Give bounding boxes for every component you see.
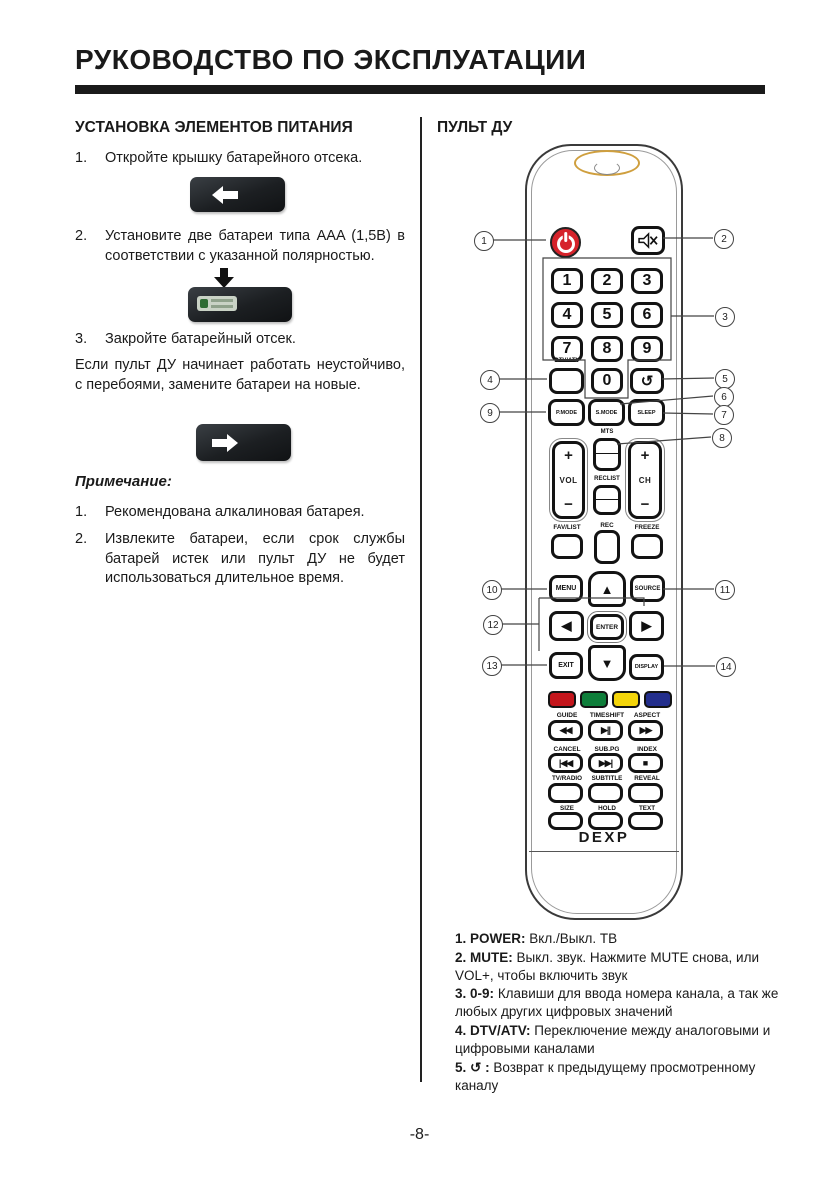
key-7[interactable]: 7 xyxy=(551,336,583,362)
fav-list-label: FAV/LIST xyxy=(553,524,581,531)
up-icon: ▲ xyxy=(600,581,614,597)
callout-14: 14 xyxy=(716,657,736,677)
key-5[interactable]: 5 xyxy=(591,302,623,328)
brand-logo: DEXP xyxy=(578,829,630,846)
desc-text: Выкл. звук. Нажмите MUTE снова, или VOL+, чтобы включить звук xyxy=(455,949,760,983)
step-1 xyxy=(75,149,405,169)
plus-icon: + xyxy=(564,447,573,464)
desc-key: DTV/ATV: xyxy=(470,1023,531,1039)
text-button[interactable] xyxy=(628,812,663,830)
minus-icon: − xyxy=(564,496,573,513)
callout-9: 9 xyxy=(480,403,500,423)
hold-label: HOLD xyxy=(598,805,616,812)
dtv-atv-label: DTV/ATV xyxy=(554,358,580,364)
subtitle-label: SUBTITLE xyxy=(591,775,623,782)
key-descriptions xyxy=(455,930,789,1095)
desc-num: 2. xyxy=(455,949,467,965)
reclist-button[interactable] xyxy=(593,485,621,515)
remote-control-illustration xyxy=(525,144,683,920)
callout-12: 12 xyxy=(483,615,503,635)
enter-button[interactable]: ENTER xyxy=(590,614,624,640)
rec-label: REC xyxy=(600,522,614,529)
sub-pg-button[interactable] xyxy=(588,753,623,773)
callout-2: 2 xyxy=(714,229,734,249)
down-icon: ▼ xyxy=(600,655,614,671)
freeze-button[interactable] xyxy=(631,534,663,559)
rec-button[interactable] xyxy=(594,530,620,564)
step-number: 1. xyxy=(75,150,88,166)
arrow-left-button[interactable] xyxy=(549,611,584,641)
ch-label: CH xyxy=(638,475,652,485)
sub-pg-label: SUB.PG xyxy=(594,746,620,753)
ir-window xyxy=(574,150,640,176)
p-mode-button[interactable]: P.MODE xyxy=(548,399,585,426)
step-2 xyxy=(75,227,405,266)
callout-5: 5 xyxy=(715,369,735,389)
hold-button[interactable] xyxy=(588,812,623,830)
title-rule xyxy=(75,85,765,94)
red-button[interactable] xyxy=(548,691,576,708)
replace-batteries-note: Если пульт ДУ начинает работать неустойчиво, с перебоями, замените батареи на новые. xyxy=(75,357,405,393)
left-icon: ◀ xyxy=(561,618,572,633)
key-description-5 xyxy=(455,1059,789,1095)
arrow-down-icon xyxy=(214,268,234,288)
guide-button[interactable] xyxy=(548,720,583,741)
note-heading: Примечание: xyxy=(75,473,172,490)
step-text: Установите две батареи типа AAA (1,5В) в соответствии с указанной полярностью. xyxy=(105,228,405,264)
mts-button[interactable] xyxy=(593,438,621,471)
desc-text: Клавиши для ввода номера канала, а так же любых других цифровых значений xyxy=(455,986,779,1020)
rewind-icon: ◀◀ xyxy=(559,725,572,735)
page-number: -8- xyxy=(409,1126,430,1143)
index-button[interactable] xyxy=(628,753,663,773)
desc-num: 3. xyxy=(455,986,467,1002)
key-1[interactable]: 1 xyxy=(551,268,583,294)
key-3[interactable]: 3 xyxy=(631,268,663,294)
desc-key: MUTE: xyxy=(470,949,513,965)
step-text: Закройте батарейный отсек. xyxy=(105,331,296,347)
desc-num: 4. xyxy=(455,1023,467,1039)
callout-6: 6 xyxy=(714,387,734,407)
arrow-left-icon xyxy=(212,186,238,204)
battery-cover-close-photo xyxy=(196,424,291,461)
cancel-button[interactable] xyxy=(548,753,583,773)
page-title: РУКОВОДСТВО ПО ЭКСПЛУАТАЦИИ xyxy=(75,44,587,75)
reveal-button[interactable] xyxy=(628,783,663,803)
plus-icon: + xyxy=(640,447,650,464)
desc-num: 1. xyxy=(455,931,467,946)
step-3 xyxy=(75,330,405,350)
s-mode-button[interactable]: S.MODE xyxy=(588,399,625,426)
desc-key: 0-9: xyxy=(470,986,495,1002)
previous-icon: |◀◀ xyxy=(558,757,573,768)
arrow-down-button[interactable] xyxy=(588,645,626,681)
mts-label: MTS xyxy=(600,429,614,435)
tv-radio-label: TV/RADIO xyxy=(551,775,583,782)
step-text: Откройте крышку батарейного отсека. xyxy=(105,150,363,166)
mute-icon xyxy=(637,232,660,249)
note-number: 1. xyxy=(75,504,88,520)
key-0[interactable]: 0 xyxy=(591,368,623,394)
remote-bottom-seam xyxy=(529,851,679,852)
arrow-right-button[interactable] xyxy=(629,611,664,641)
size-button[interactable] xyxy=(548,812,583,830)
note-1 xyxy=(75,503,405,523)
desc-text: Переключение между аналоговыми и цифровыми каналами xyxy=(455,1023,771,1056)
section-heading-battery: УСТАНОВКА ЭЛЕМЕНТОВ ПИТАНИЯ xyxy=(75,119,353,136)
callout-10: 10 xyxy=(482,580,502,600)
key-8[interactable]: 8 xyxy=(591,336,623,362)
text-label: TEXT xyxy=(638,805,656,812)
timeshift-button[interactable] xyxy=(588,720,623,741)
battery-compartment xyxy=(197,296,237,311)
battery-cover-open-photo xyxy=(190,177,285,212)
step-number: 2. xyxy=(75,228,88,244)
dtv-atv-button[interactable] xyxy=(549,368,584,394)
key-description-2 xyxy=(455,949,789,985)
yellow-button[interactable] xyxy=(612,691,640,708)
recall-icon: ↺ xyxy=(640,373,654,390)
guide-label: GUIDE xyxy=(556,712,578,719)
source-button[interactable]: SOURCE xyxy=(630,575,665,602)
tv-radio-button[interactable] xyxy=(548,783,583,803)
minus-icon: − xyxy=(640,496,650,513)
aspect-button[interactable] xyxy=(628,720,663,741)
key-4[interactable]: 4 xyxy=(551,302,583,328)
section-heading-remote: ПУЛЬТ ДУ xyxy=(437,119,513,136)
arrow-right-icon xyxy=(212,434,238,452)
note-2 xyxy=(75,530,405,589)
callout-8: 8 xyxy=(712,428,732,448)
play-pause-icon: ▶|| xyxy=(601,725,610,735)
key-description-1 xyxy=(455,930,789,948)
vol-label: VOL xyxy=(559,475,578,485)
recall-button[interactable] xyxy=(630,368,664,394)
timeshift-label: TIMESHIFT xyxy=(589,712,625,719)
power-button[interactable] xyxy=(550,227,581,258)
key-2[interactable]: 2 xyxy=(591,268,623,294)
note-text: Рекомендована алкалиновая батарея. xyxy=(105,504,365,520)
key-description-4 xyxy=(455,1022,789,1058)
exit-button[interactable]: EXIT xyxy=(549,652,583,679)
aspect-label: ASPECT xyxy=(633,712,661,719)
callout-7: 7 xyxy=(714,405,734,425)
desc-key: POWER: xyxy=(470,931,526,946)
reveal-label: REVEAL xyxy=(634,775,660,782)
desc-text: Возврат к предыдущему просмотренному каналу xyxy=(455,1059,756,1093)
column-divider xyxy=(420,117,422,1082)
fast-forward-icon: ▶▶ xyxy=(639,725,652,735)
arrow-up-button[interactable] xyxy=(588,571,626,607)
mute-button[interactable] xyxy=(631,226,665,255)
desc-key: ↺ : xyxy=(470,1059,490,1075)
green-button[interactable] xyxy=(580,691,608,708)
fav-list-button[interactable] xyxy=(551,534,583,559)
key-6[interactable]: 6 xyxy=(631,302,663,328)
menu-button[interactable]: MENU xyxy=(549,575,583,602)
key-description-3 xyxy=(455,985,789,1021)
cancel-label: CANCEL xyxy=(553,746,581,753)
battery-insert-photo xyxy=(188,268,292,322)
reclist-label: RECLIST xyxy=(594,476,620,482)
step-number: 3. xyxy=(75,331,88,347)
subtitle-button[interactable] xyxy=(588,783,623,803)
callout-11: 11 xyxy=(715,580,735,600)
desc-num: 5. xyxy=(455,1059,467,1075)
size-label: SIZE xyxy=(560,805,574,812)
desc-text: Вкл./Выкл. ТВ xyxy=(529,931,618,946)
note-number: 2. xyxy=(75,531,88,547)
callout-1: 1 xyxy=(474,231,494,251)
callout-13: 13 xyxy=(482,656,502,676)
callout-4: 4 xyxy=(480,370,500,390)
sleep-button[interactable]: SLEEP xyxy=(628,399,665,426)
display-button[interactable]: DISPLAY xyxy=(629,654,664,680)
index-label: INDEX xyxy=(637,746,657,753)
right-icon: ▶ xyxy=(641,618,652,633)
blue-button[interactable] xyxy=(644,691,672,708)
callout-3: 3 xyxy=(715,307,735,327)
freeze-label: FREEZE xyxy=(634,524,660,531)
stop-icon: ■ xyxy=(642,758,649,768)
next-icon: ▶▶| xyxy=(598,757,613,768)
note-text: Извлеките батареи, если срок службы батарей истек или пульт ДУ не будет использоваться длительное время. xyxy=(105,531,405,587)
key-9[interactable]: 9 xyxy=(631,336,663,362)
